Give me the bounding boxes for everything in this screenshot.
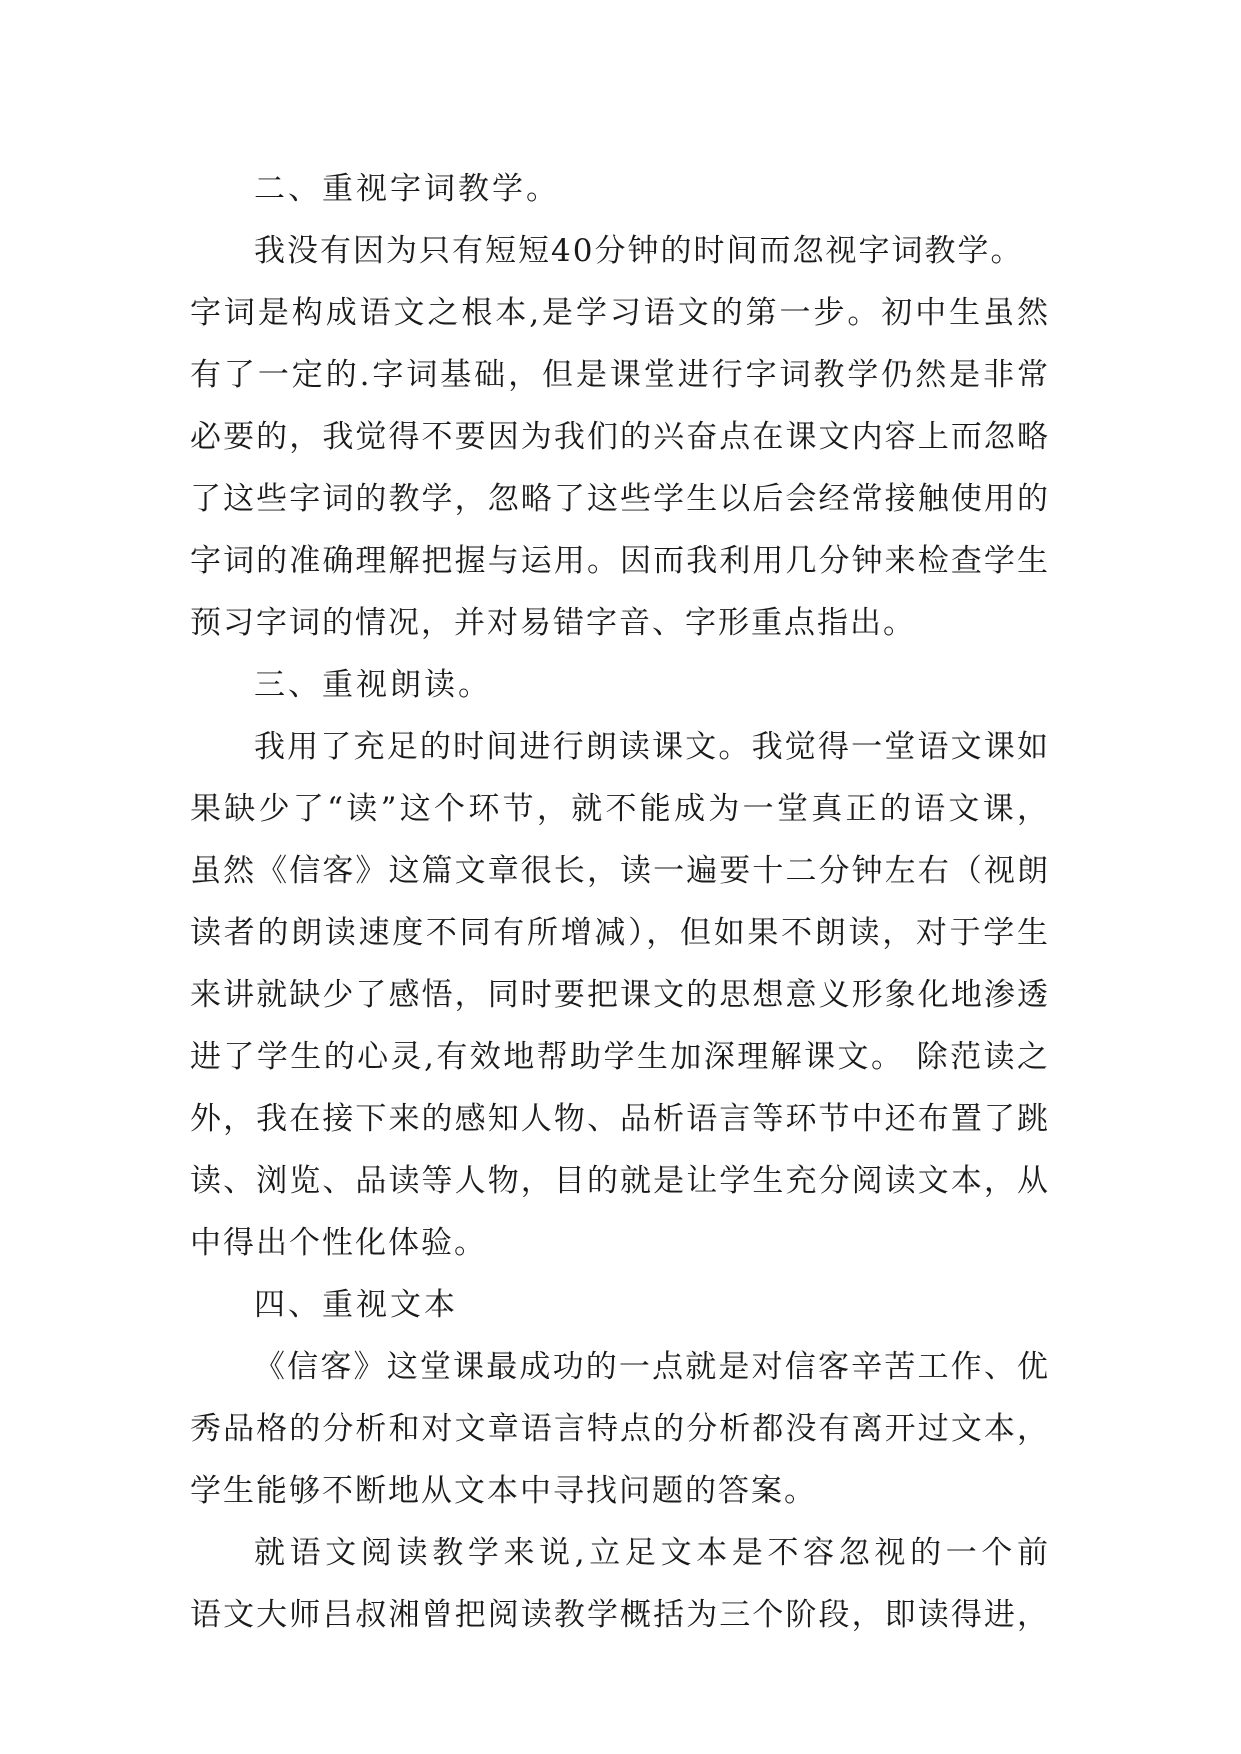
paragraph-line: 秀品格的分析和对文章语言特点的分析都没有离开过文本， [190, 1411, 1050, 1447]
document-body [190, 158, 1050, 1646]
paragraph-line: 学生能够不断地从文本中寻找问题的答案。 [190, 1473, 817, 1509]
paragraph-line: 字词的准确理解把握与运用。因而我利用几分钟来检查学生 [190, 543, 1050, 579]
paragraph-line: 来讲就缺少了感悟，同时要把课文的思想意义形象化地渗透 [190, 977, 1050, 1013]
paragraph-line: 中得出个性化体验。 [190, 1225, 487, 1261]
section-heading-2: 二、重视字词教学。 [254, 171, 560, 207]
paragraph-line: 果缺少了“读”这个环节，就不能成为一堂真正的语文课， [190, 791, 1050, 827]
paragraph-line: 读者的朗读速度不同有所增减），但如果不朗读，对于学生 [190, 915, 1050, 951]
paragraph-line: 外，我在接下来的感知人物、品析语言等环节中还布置了跳 [190, 1101, 1050, 1137]
paragraph-line: 我用了充足的时间进行朗读课文。我觉得一堂语文课如 [254, 729, 1050, 765]
paragraph-line: 虽然《信客》这篇文章很长，读一遍要十二分钟左右（视朗 [190, 853, 1050, 889]
paragraph-line: 进了学生的心灵,有效地帮助学生加深理解课文。 除范读之 [190, 1039, 1050, 1075]
section-heading-3: 三、重视朗读。 [254, 667, 492, 703]
paragraph-line: 读、浏览、品读等人物，目的就是让学生充分阅读文本，从 [190, 1163, 1050, 1199]
paragraph-line: 预习字词的情况，并对易错字音、字形重点指出。 [190, 605, 916, 641]
paragraph-line: 我没有因为只有短短40分钟的时间而忽视字词教学。 [254, 233, 1024, 269]
paragraph-line: 《信客》这堂课最成功的一点就是对信客辛苦工作、优 [254, 1349, 1050, 1385]
paragraph-line: 必要的，我觉得不要因为我们的兴奋点在课文内容上而忽略 [190, 419, 1050, 455]
paragraph-line: 有了一定的.字词基础，但是课堂进行字词教学仍然是非常 [190, 357, 1050, 393]
paragraph-line: 就语文阅读教学来说,立足文本是不容忽视的一个前 [254, 1535, 1050, 1571]
paragraph-line: 字词是构成语文之根本,是学习语文的第一步。初中生虽然 [190, 295, 1050, 331]
paragraph-line: 语文大师吕叔湘曾把阅读教学概括为三个阶段，即读得进， [190, 1597, 1050, 1633]
paragraph-line: 了这些字词的教学，忽略了这些学生以后会经常接触使用的 [190, 481, 1050, 517]
section-heading-4: 四、重视文本 [254, 1287, 458, 1323]
